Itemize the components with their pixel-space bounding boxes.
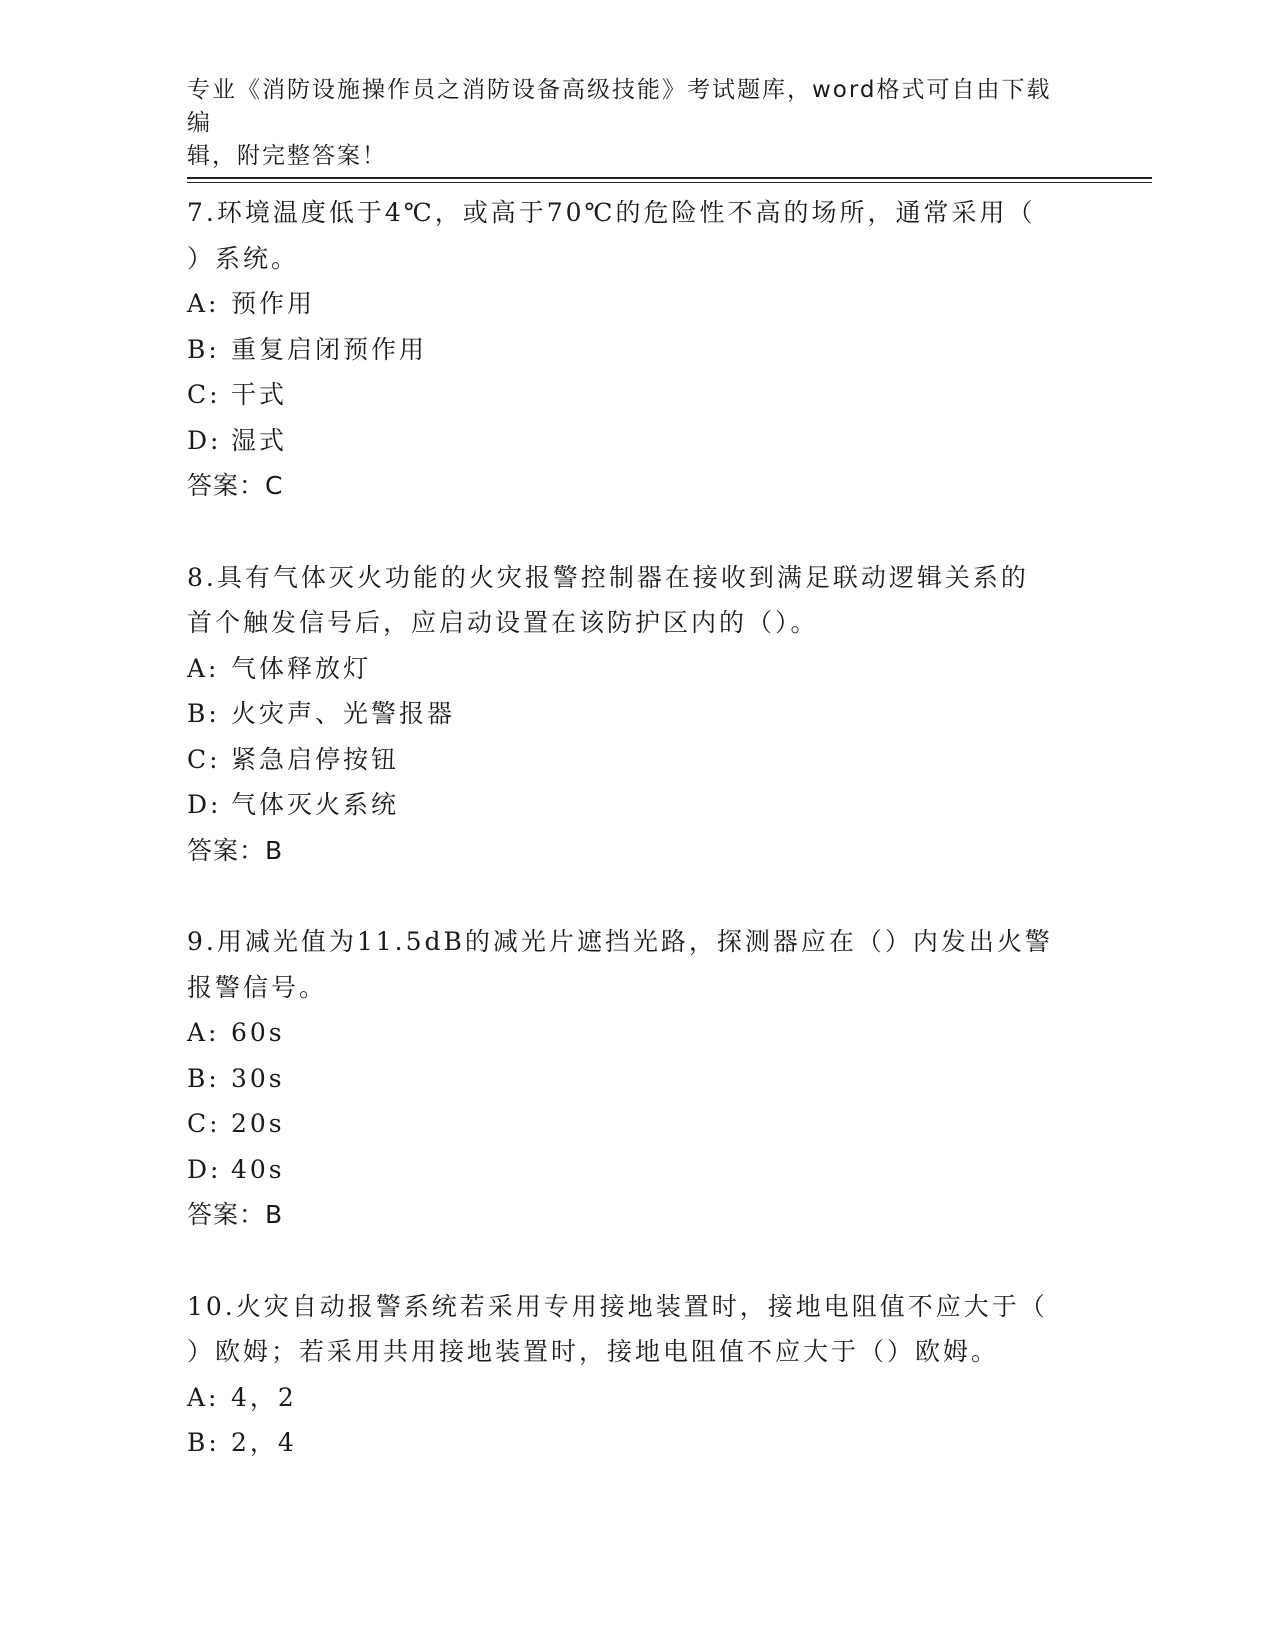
option-c <box>187 1101 1087 1147</box>
option-text: 2，4 <box>231 1428 297 1457</box>
question-stem-line: ）欧姆；若采用共用接地装置时，接地电阻值不应大于（）欧姆。 <box>187 1337 1000 1366</box>
option-key: D: <box>187 1154 222 1184</box>
option-key: B: <box>187 1063 220 1093</box>
question-8 <box>187 555 1087 874</box>
answer-line <box>187 463 1087 509</box>
option-key: B: <box>187 334 220 364</box>
option-text: 紧急启停按钮 <box>231 744 400 774</box>
option-d <box>187 1147 1087 1193</box>
option-b <box>187 691 1087 737</box>
answer-label: 答案： <box>187 835 266 865</box>
answer-line <box>187 1192 1087 1238</box>
question-stem-line: 10.火灾自动报警系统若采用专用接地装置时，接地电阻值不应大于（ <box>187 1291 1048 1321</box>
option-text: 干式 <box>231 380 288 409</box>
option-text: 20s <box>231 1109 285 1138</box>
option-key: A: <box>187 653 220 683</box>
answer-label: 答案： <box>187 1200 266 1229</box>
question-stem-line: 首个触发信号后，应启动设置在该防护区内的（）。 <box>187 608 819 637</box>
option-text: 60s <box>231 1018 285 1047</box>
question-stem-line: 报警信号。 <box>187 972 328 1002</box>
option-key: C: <box>187 1109 221 1138</box>
answer-value: B <box>265 835 284 865</box>
header-divider-thin <box>187 182 1152 183</box>
option-key: A: <box>187 289 220 318</box>
question-9 <box>187 919 1087 1238</box>
option-d <box>187 418 1087 464</box>
question-10 <box>187 1284 1087 1466</box>
option-text: 40s <box>231 1154 285 1184</box>
question-7 <box>187 190 1087 509</box>
answer-label: 答案： <box>187 471 266 500</box>
answer-value: B <box>265 1200 284 1229</box>
option-text: 4，2 <box>231 1382 297 1412</box>
option-key: A: <box>187 1018 220 1047</box>
option-key: A: <box>187 1382 220 1412</box>
option-key: C: <box>187 744 221 774</box>
header-line-2: 辑，附完整答案！ <box>187 143 387 169</box>
option-c <box>187 372 1087 418</box>
answer-line <box>187 828 1087 874</box>
option-key: B: <box>187 1428 220 1457</box>
option-a <box>187 646 1087 692</box>
option-b <box>187 327 1087 373</box>
option-b <box>187 1056 1087 1102</box>
header-divider-thick <box>187 177 1152 179</box>
option-a <box>187 1375 1087 1421</box>
option-text: 湿式 <box>231 425 288 455</box>
option-a <box>187 281 1087 327</box>
question-stem-line: ）系统。 <box>187 243 300 273</box>
option-text: 火灾声、光警报器 <box>231 699 456 728</box>
option-text: 气体释放灯 <box>231 653 372 683</box>
option-key: D: <box>187 425 222 455</box>
option-text: 重复启闭预作用 <box>231 334 428 364</box>
header-line-1: 专业《消防设施操作员之消防设备高级技能》考试题库，word格式可自由下载编 <box>187 77 1052 136</box>
option-text: 气体灭火系统 <box>231 790 400 819</box>
option-a <box>187 1010 1087 1056</box>
option-b <box>187 1420 1087 1466</box>
question-stem-line: 8.具有气体灭火功能的火灾报警控制器在接收到满足联动逻辑关系的 <box>187 562 1029 592</box>
answer-value: C <box>265 471 284 500</box>
option-text: 30s <box>231 1063 285 1093</box>
document-header <box>187 74 1067 173</box>
question-stem-line: 7.环境温度低于4℃，或高于70℃的危险性不高的场所，通常采用（ <box>187 198 1036 227</box>
option-key: C: <box>187 380 221 409</box>
question-stem-line: 9.用减光值为11.5dB的减光片遮挡光路，探测器应在（）内发出火警 <box>187 927 1053 956</box>
option-text: 预作用 <box>231 289 316 318</box>
option-c <box>187 737 1087 783</box>
option-key: D: <box>187 790 222 819</box>
question-list <box>187 190 1087 1466</box>
option-key: B: <box>187 699 220 728</box>
option-d <box>187 782 1087 828</box>
